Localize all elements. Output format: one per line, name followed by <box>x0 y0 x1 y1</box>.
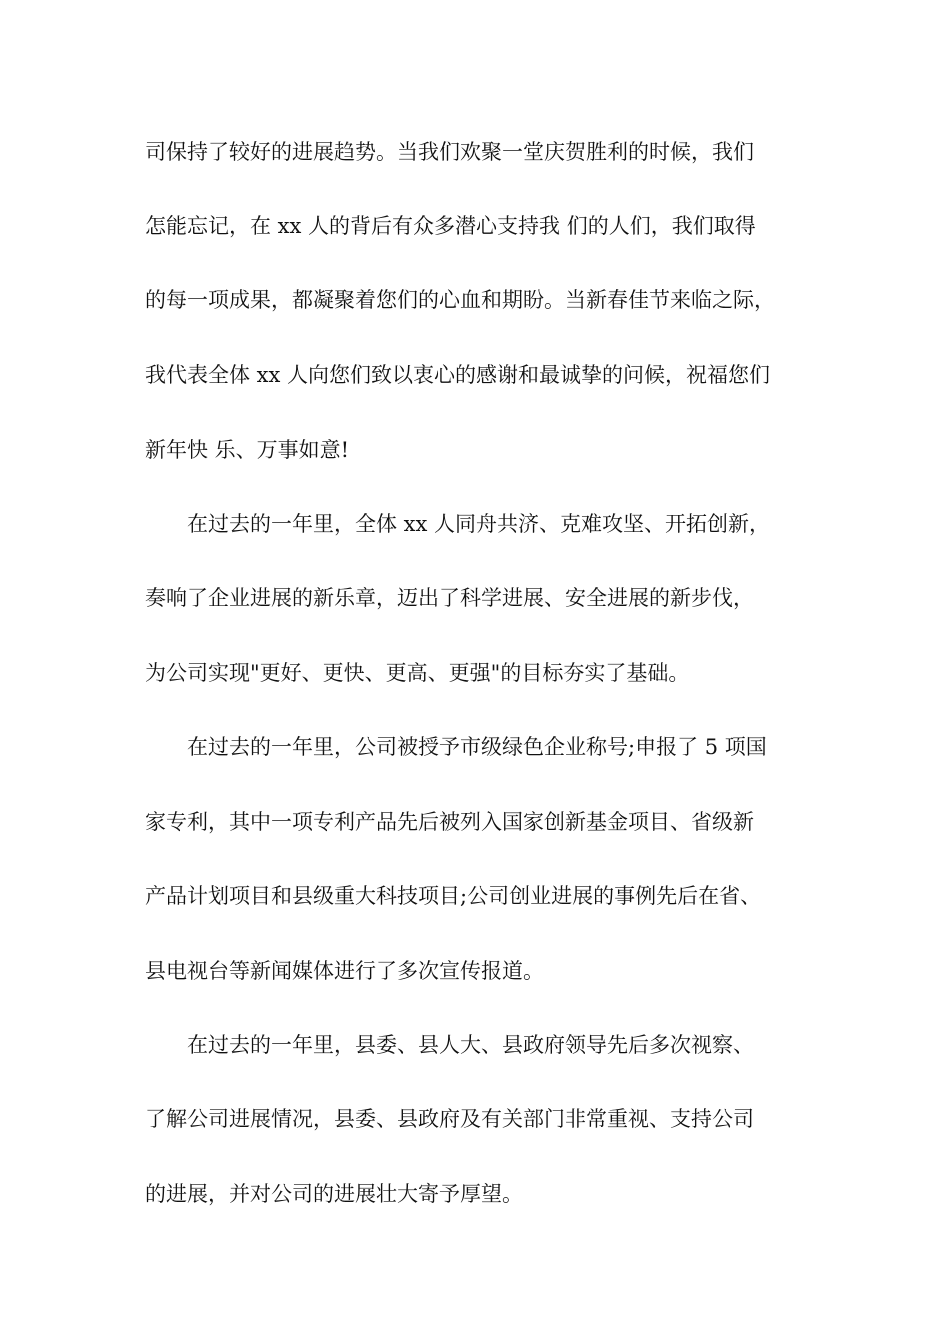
text-line: 的进展，并对公司的进展壮大寄予厚望。 <box>145 1182 523 1206</box>
text-line: 的每一项成果，都凝聚着您们的心血和期盼。当新春佳节来临之际， <box>145 288 775 312</box>
text-line: 新年快 乐、万事如意! <box>145 438 350 462</box>
text-line: 怎能忘记，在 xx 人的背后有众多潜心支持我 们的人们，我们取得 <box>145 214 756 238</box>
paragraph-start-line: 在过去的一年里，县委、县人大、县政府领导先后多次视察、 <box>187 1033 754 1057</box>
paragraph-start-line: 在过去的一年里，全体 xx 人同舟共济、克难攻坚、开拓创新， <box>187 512 771 536</box>
text-line: 产品计划项目和县级重大科技项目;公司创业进展的事例先后在省、 <box>145 884 762 908</box>
text-line: 家专利，其中一项专利产品先后被列入国家创新基金项目、省级新 <box>145 810 754 834</box>
text-line: 司保持了较好的进展趋势。当我们欢聚一堂庆贺胜利的时候，我们 <box>145 140 754 164</box>
paragraph-start-line: 在过去的一年里，公司被授予市级绿色企业称号;申报了 5 项国 <box>187 735 767 759</box>
text-line: 为公司实现"更好、更快、更高、更强"的目标夯实了基础。 <box>145 661 690 685</box>
text-line: 奏响了企业进展的新乐章，迈出了科学进展、安全进展的新步伐， <box>145 586 754 610</box>
text-line: 我代表全体 xx 人向您们致以衷心的感谢和最诚挚的问候，祝福您们 <box>145 363 771 387</box>
text-line: 县电视台等新闻媒体进行了多次宣传报道。 <box>145 959 544 983</box>
text-line: 了解公司进展情况，县委、县政府及有关部门非常重视、支持公司 <box>145 1107 754 1131</box>
